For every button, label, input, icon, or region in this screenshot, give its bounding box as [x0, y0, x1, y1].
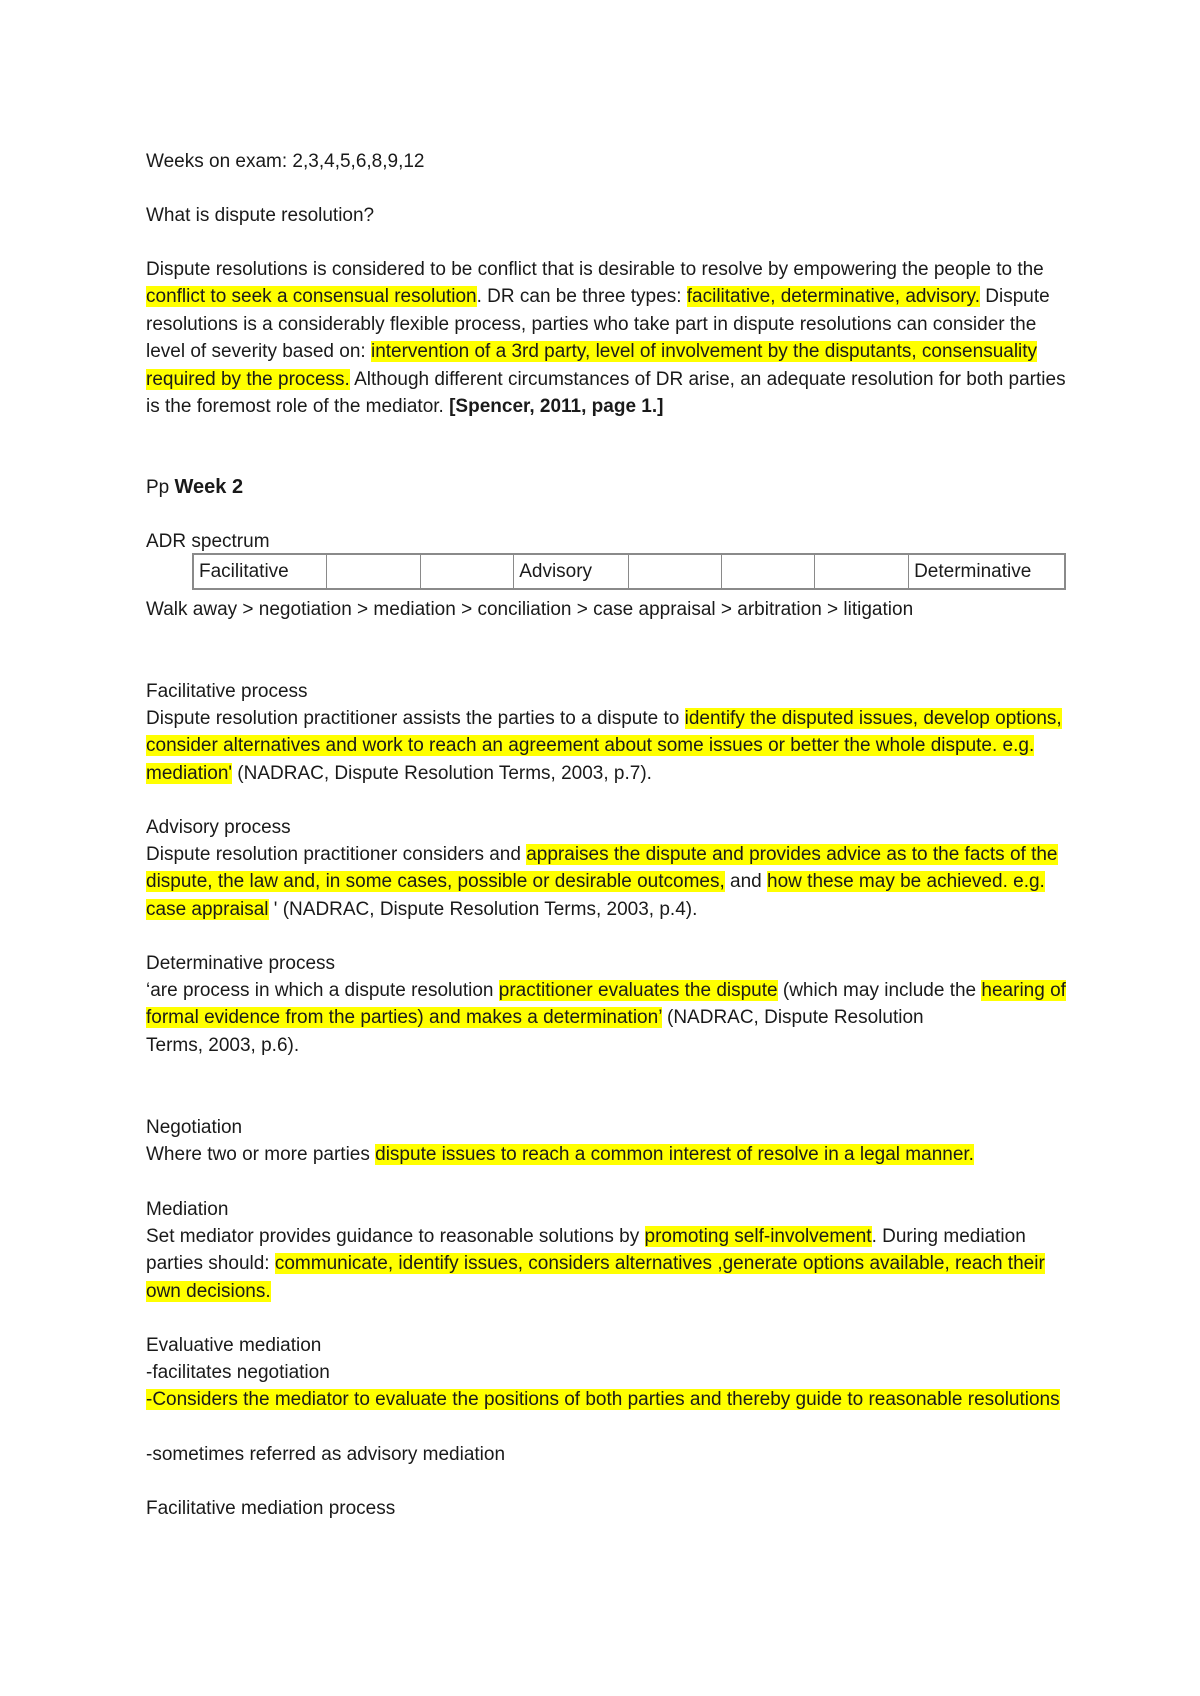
intro-paragraph: Dispute resolutions is considered to be conflict that is desirable to resolve by empowering the people to the conflict to seek a consensual resolution. DR can be three types: facilitative, determinative, advisory. Dispute resolutions is a considerably flexible process, parties who take part in dispute resolutions can consider the level of severity based on: intervention of a 3rd party, level of involvement by the disputants, consensuality required by the process. Although different circumstances of DR arise, an adequate resolution for both parties is the foremost role of the mediator. [Spencer, 2011, page 1.] — [146, 259, 1066, 418]
highlight: hearing of formal evidence from the parties) and makes a determination’ — [146, 980, 1066, 1029]
question-heading: What is dispute resolution? — [146, 205, 375, 226]
citation: [Spencer, 2011, page 1.] — [449, 396, 664, 418]
evaluative-item-highlight — [146, 1386, 1066, 1413]
negotiation-title: Negotiation — [146, 1117, 243, 1138]
evaluative-item: -facilitates negotiation — [146, 1362, 330, 1383]
mediation-title: Mediation — [146, 1199, 229, 1220]
highlight: intervention of a 3rd party, level of involvement by the disputants, consensuality required by the process. — [146, 341, 1038, 390]
spectrum-cell: Advisory — [514, 554, 629, 589]
highlight: -Considers the mediator to evaluate the positions of both parties and thereby guide to reasonable resolutions — [146, 1389, 1060, 1410]
highlight: practitioner evaluates the dispute — [498, 980, 778, 1001]
spectrum-cell — [326, 554, 420, 589]
highlight: identify the disputed issues, develop options, consider alternatives and work to reach an agreement about some issues or better the whole dispute. e.g. mediation' — [146, 708, 1062, 784]
week-heading: Pp Week 2 — [146, 476, 244, 498]
highlight: communicate, identify issues, considers alternatives ,generate options available, reach their own decisions. — [146, 1253, 1045, 1302]
advisory-process-text: Dispute resolution practitioner considers and appraises the dispute and provides advice as to the facts of the dispute, the law and, in some cases, possible or desirable outcomes, and how these may be achieved. e.g. case appraisal ' (NADRAC, Dispute Resolution Terms, 2003, p.4). — [146, 844, 1058, 920]
negotiation-text: Where two or more parties dispute issues to reach a common interest of resolve in a legal manner. — [146, 1144, 974, 1165]
spectrum-cell — [629, 554, 722, 589]
evaluative-mediation-title: Evaluative mediation — [146, 1335, 322, 1356]
highlight: how these may be achieved. e.g. case appraisal — [146, 871, 1045, 920]
adr-spectrum-title: ADR spectrum — [146, 531, 270, 552]
facilitative-process-title: Facilitative process — [146, 681, 308, 702]
highlight: dispute issues to reach a common interest of resolve in a legal manner. — [375, 1144, 974, 1165]
spectrum-cell — [815, 554, 909, 589]
spectrum-cell: Determinative — [909, 554, 1065, 589]
facilitative-mediation-title: Facilitative mediation process — [146, 1498, 396, 1519]
highlight: promoting self-involvement — [644, 1226, 872, 1247]
adr-sequence: Walk away > negotiation > mediation > conciliation > case appraisal > arbitration > litigation — [146, 599, 914, 620]
highlight: conflict to seek a consensual resolution — [146, 286, 477, 308]
facilitative-process-text: Dispute resolution practitioner assists the parties to a dispute to identify the disputed issues, develop options, consider alternatives and work to reach an agreement about some issues or better the whole dispute. e.g. mediation' (NADRAC, Dispute Resolution Terms, 2003, p.7). — [146, 708, 1062, 784]
spectrum-cell — [721, 554, 815, 589]
determinative-process-title: Determinative process — [146, 953, 336, 974]
week-label: Week 2 — [174, 476, 244, 498]
weeks-on-exam: Weeks on exam: 2,3,4,5,6,8,9,12 — [146, 151, 425, 172]
spectrum-cell — [420, 554, 514, 589]
mediation-text: Set mediator provides guidance to reasonable solutions by promoting self-involvement. During mediation parties should: communicate, identify issues, considers alternatives ,generate options available, reach their own decisions. — [146, 1226, 1045, 1302]
highlight: appraises the dispute and provides advice as to the facts of the dispute, the law and, in some cases, possible or desirable outcomes, — [146, 844, 1058, 893]
advisory-process-title: Advisory process — [146, 817, 291, 838]
evaluative-item: -sometimes referred as advisory mediation — [146, 1444, 506, 1465]
determinative-process-text: ‘are process in which a dispute resolution practitioner evaluates the dispute (which may include the hearing of formal evidence from the parties) and makes a determination’ (NADRAC, Dispute Resolution Terms, 2003, p.6). — [146, 980, 1066, 1056]
adr-spectrum-table — [192, 553, 1066, 590]
spectrum-cell: Facilitative — [193, 554, 326, 589]
highlight: facilitative, determinative, advisory. — [686, 286, 980, 308]
